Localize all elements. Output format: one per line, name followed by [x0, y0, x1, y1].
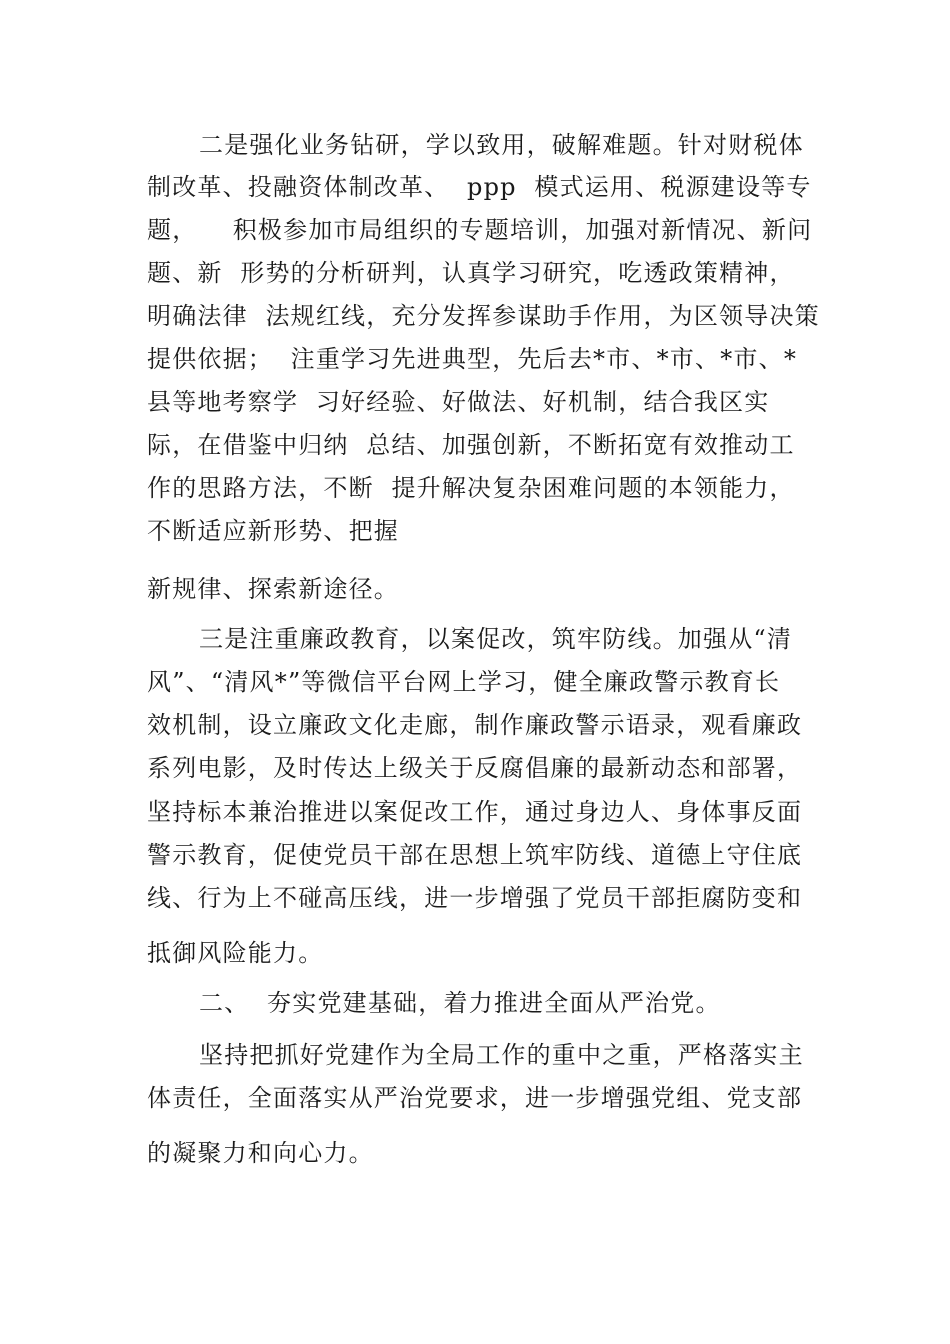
paragraph-1-line-2: 制改革、投融资体制改革、 ppp 模式运用、税源建设等专: [147, 173, 812, 201]
paragraph-3-line-2: 体责任，全面落实从严治党要求，进一步增强党组、党支部: [147, 1084, 803, 1112]
paragraph-2-line-2: 风”、“清风*”等微信平台网上学习，健全廉政警示教育长: [147, 668, 781, 696]
paragraph-1-line-6: 提供依据； 注重学习先进典型，先后去*市、*市、*市、*: [147, 345, 798, 373]
paragraph-3-line-1: 坚持把抓好党建作为全局工作的重中之重，严格落实主: [199, 1041, 804, 1069]
section-heading: 二、 夯实党建基础，着力推进全面从严治党。: [199, 989, 721, 1017]
paragraph-1-line-11: 新规律、探索新途径。: [147, 575, 399, 603]
paragraph-1-line-8: 际，在借鉴中归纳 总结、加强创新，不断拓宽有效推动工: [147, 431, 795, 459]
paragraph-1-line-9: 作的思路方法，不断 提升解决复杂困难问题的本领能力，: [147, 474, 795, 502]
paragraph-3-line-3: 的凝聚力和向心力。: [147, 1139, 374, 1167]
paragraph-1-line-3: 题， 积极参加市局组织的专题培训，加强对新情况、新问: [147, 216, 813, 244]
paragraph-2-line-3: 效机制，设立廉政文化走廊，制作廉政警示语录，观看廉政: [147, 711, 803, 739]
paragraph-1-line-5: 明确法律 法规红线，充分发挥参谋助手作用，为区领导决策: [147, 302, 820, 330]
paragraph-2-line-1: 三是注重廉政教育，以案促改，筑牢防线。加强从“清: [199, 625, 793, 653]
paragraph-1-line-1: 二是强化业务钻研，学以致用，破解难题。针对财税体: [199, 131, 804, 159]
paragraph-2-line-4: 系列电影，及时传达上级关于反腐倡廉的最新动态和部署，: [147, 754, 803, 782]
paragraph-1-line-10: 不断适应新形势、把握: [147, 517, 399, 545]
paragraph-2-line-8: 抵御风险能力。: [147, 939, 324, 967]
paragraph-2-line-6: 警示教育，促使党员干部在思想上筑牢防线、道德上守住底: [147, 841, 803, 869]
paragraph-2-line-5: 坚持标本兼治推进以案促改工作，通过身边人、身体事反面: [147, 798, 803, 826]
paragraph-1-line-4: 题、新 形势的分析研判，认真学习研究，吃透政策精神，: [147, 259, 795, 287]
paragraph-2-line-7: 线、行为上不碰高压线，进一步增强了党员干部拒腐防变和: [147, 884, 803, 912]
paragraph-1-line-7: 县等地考察学 习好经验、好做法、好机制，结合我区实: [147, 388, 770, 416]
